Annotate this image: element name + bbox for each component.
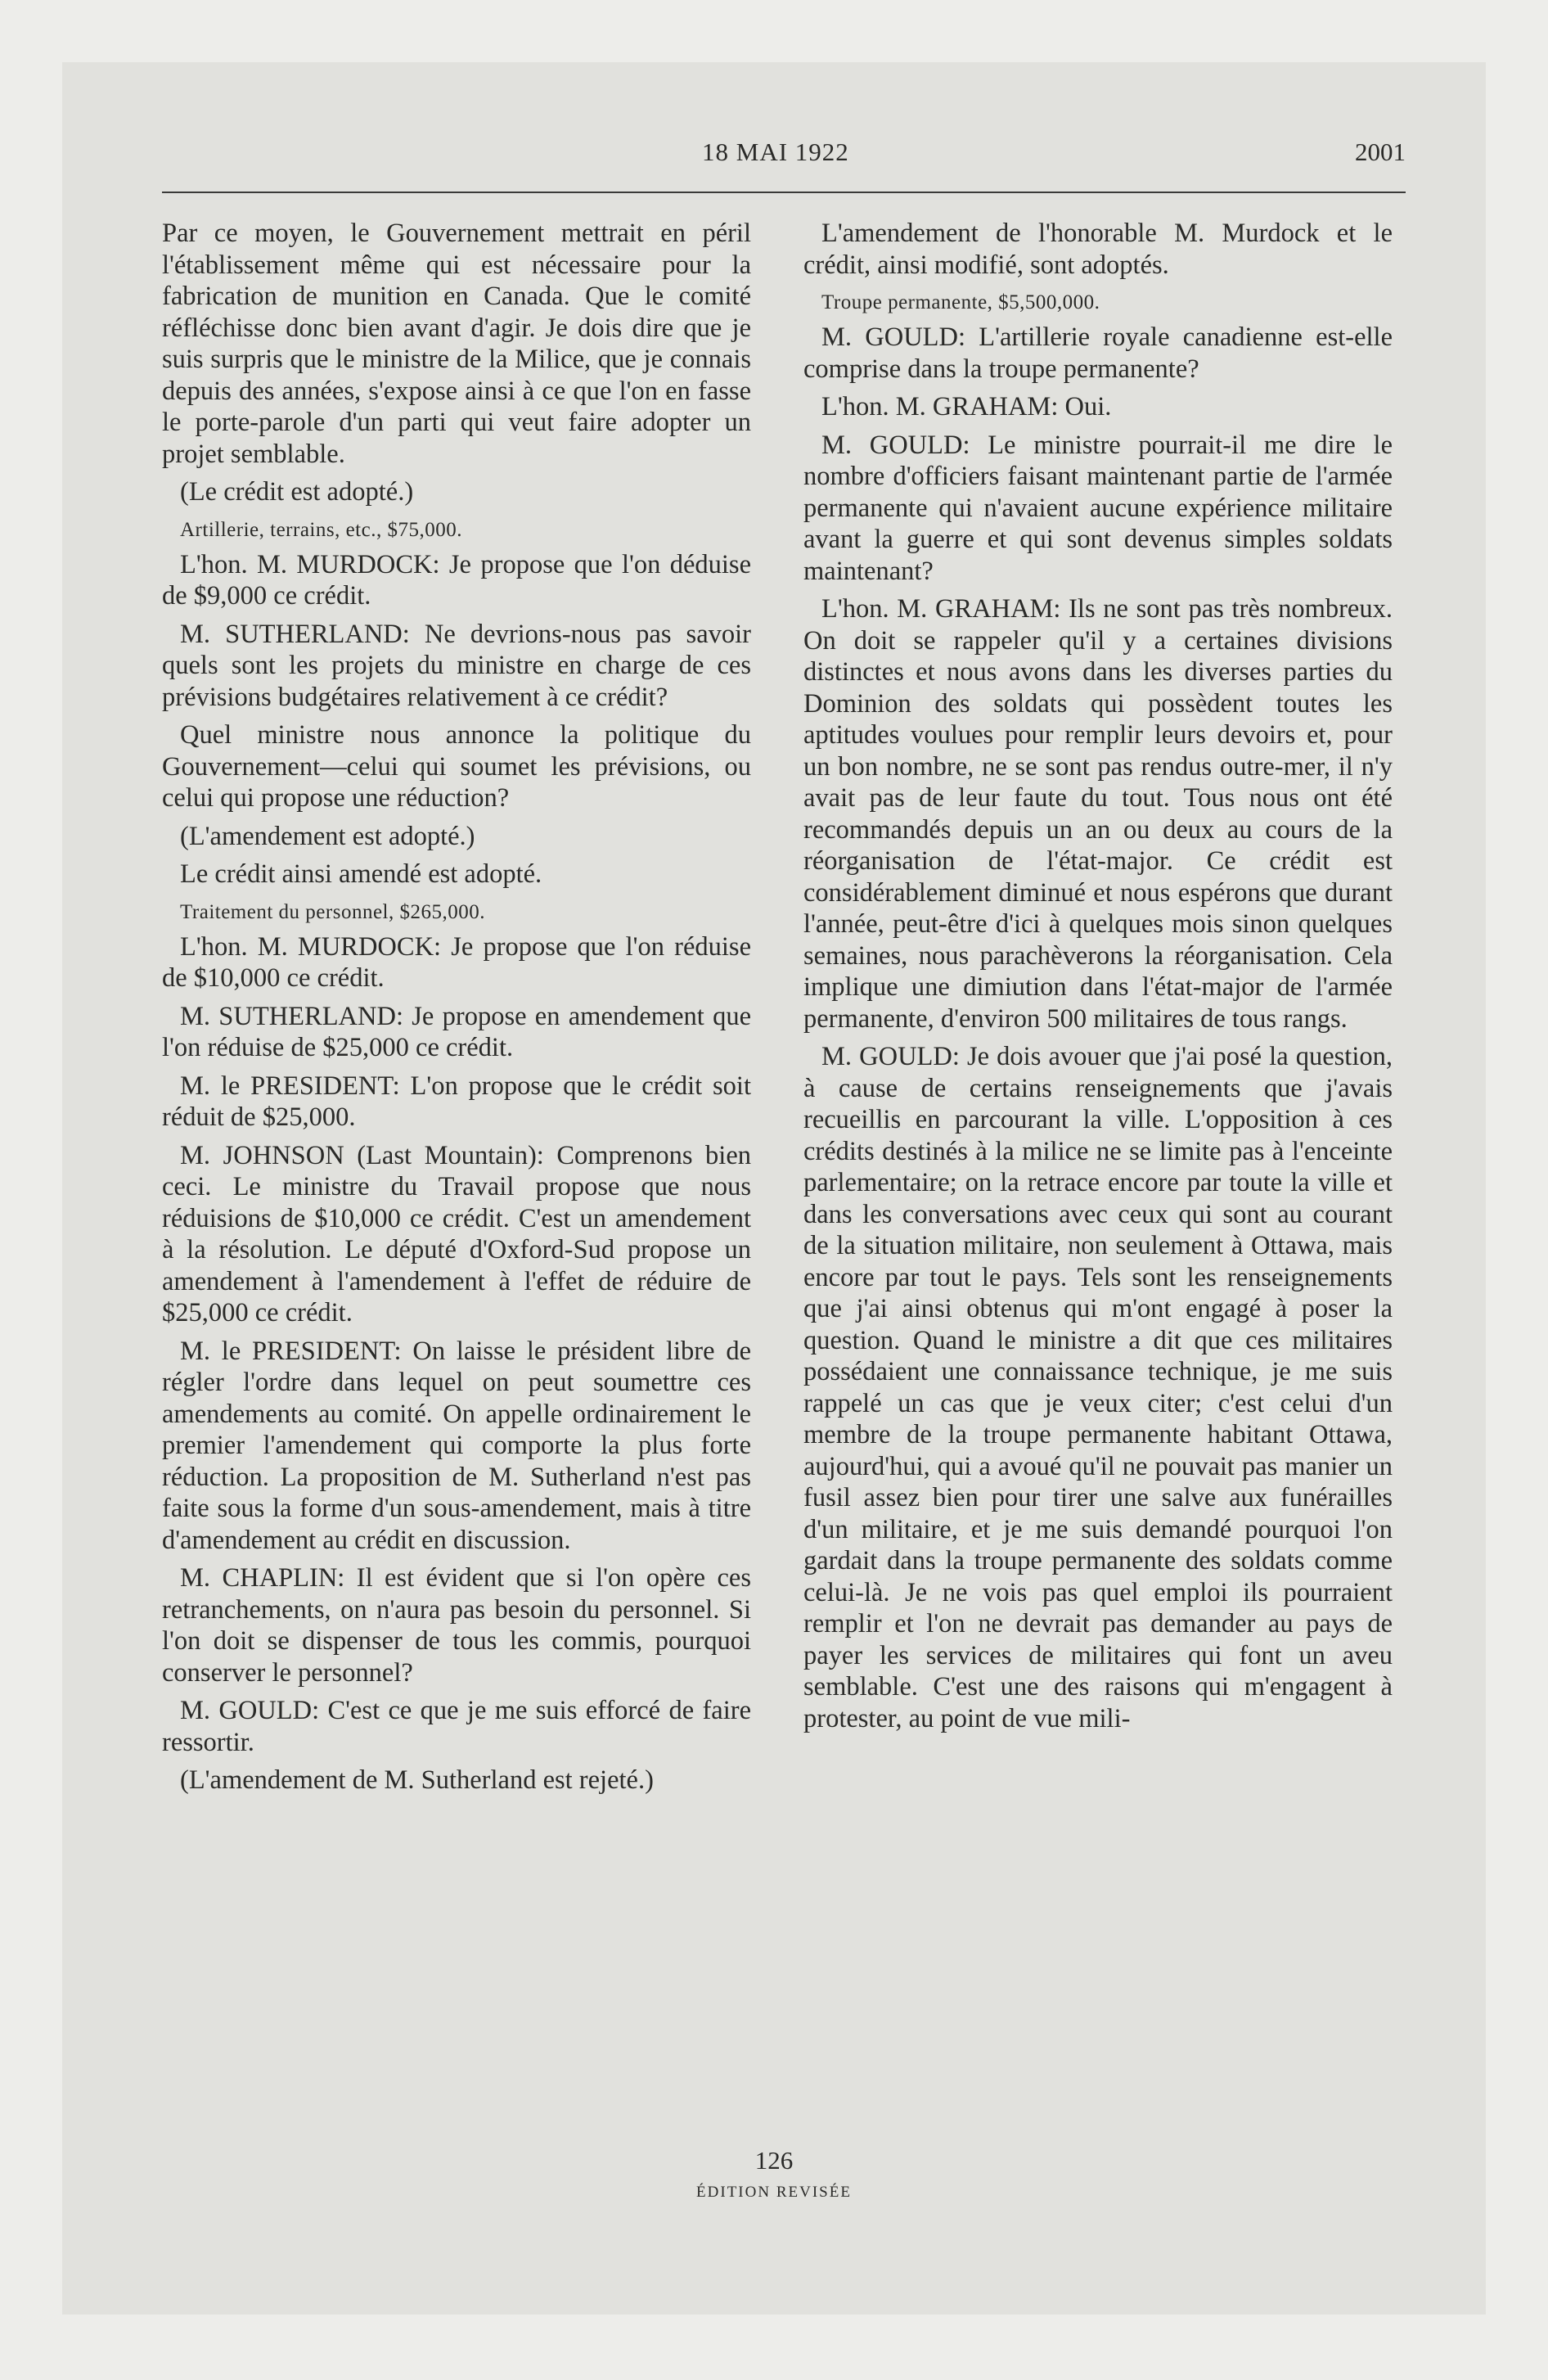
footer-edition: ÉDITION REVISÉE — [696, 2184, 852, 2201]
paragraph: M. GOULD: L'artillerie royale canadienne est-elle comprise dans la troupe permanente? — [803, 322, 1393, 384]
right-column — [803, 218, 1393, 1734]
paragraph: Par ce moyen, le Gouvernement mettrait en péril l'établissement même qui est nécessaire pour la fabrication de munition en Canada. Que le comité réfléchisse donc bien avant d'agir. Je dois dire que je suis surpris que le ministre de la Milice, que je connais depuis des années, s'expose ainsi à ce que l'on en fasse le porte-parole d'un parti qui veut faire adopter un projet semblable. — [162, 219, 751, 469]
estimate-item: Troupe permanente, $5,500,000. — [821, 291, 1100, 313]
paragraph: M. JOHNSON (Last Mountain): Comprenons bien ceci. Le ministre du Travail propose que nous réduisions de $10,000 ce crédit. C'est un amendement à la résolution. Le député d'Oxford-Sud propose un amendement à l'amendement à l'effet de réduire de $25,000 ce crédit. — [162, 1140, 751, 1327]
paragraph: Le crédit ainsi amendé est adopté. — [180, 859, 542, 889]
paragraph: M. SUTHERLAND: Je propose en amendement que l'on réduise de $25,000 ce crédit. — [162, 1001, 751, 1062]
paragraph: M. GOULD: C'est ce que je me suis efforcé de faire ressortir. — [162, 1696, 751, 1757]
paragraph: M. le PRESIDENT: L'on propose que le crédit soit réduit de $25,000. — [162, 1071, 751, 1132]
paragraph: L'hon. M. GRAHAM: Oui. — [821, 392, 1112, 421]
estimate-item: Artillerie, terrains, etc., $75,000. — [180, 518, 462, 541]
paragraph: (L'amendement de M. Sutherland est rejeté.) — [180, 1765, 654, 1795]
paragraph: M. GOULD: Le ministre pourrait-il me dire le nombre d'officiers faisant maintenant partie de l'armée permanente qui n'avaient aucune expérience militaire avant la guerre et qui sont devenus simples soldats maintenant? — [803, 430, 1393, 586]
paragraph: M. CHAPLIN: Il est évident que si l'on opère ces retranchements, on n'aura pas besoin du personnel. Si l'on doit se dispenser de tous les commis, pourquoi conserver le personnel? — [162, 1563, 751, 1688]
paragraph: L'hon. M. MURDOCK: Je propose que l'on réduise de $10,000 ce crédit. — [162, 931, 751, 993]
paragraph: M. GOULD: Je dois avouer que j'ai posé la question, à cause de certains renseignements que j'avais recueillis en parcourant la ville. L'opposition à ces crédits destinés à la milice ne se limite pas à l'enceinte parlementaire; on la retrace encore par toute la ville et dans les conversations avec ceux qui sont au courant de la situation militaire, non seulement à Ottawa, mais encore par tout le pays. Tels sont les renseignements que j'ai ainsi obtenus qui m'ont engagé à poser la question. Quand le ministre a dit que ces militaires possédaient une connaissance technique, je me suis rappelé un cas que je veux citer; c'est celui d'un membre de la troupe permanente habitant Ottawa, aujourd'hui, qui a avoué qu'il ne pouvait pas manier un fusil assez bien pour tirer une salve aux funérailles d'un militaire, et je me suis demandé pourquoi l'on gardait dans la troupe permanente des soldats comme celui-là. Je ne vois pas quel emploi ils pourraient remplir et l'on ne devrait pas demander au pays de payer les services de militaires qui font un aveu semblable. C'est une des raisons qui m'engagent à protester, au point de vue mili- — [803, 1042, 1393, 1733]
paragraph: M. SUTHERLAND: Ne devrions-nous pas savoir quels sont les projets du ministre en charge de ces prévisions budgétaires relativement à ce crédit? — [162, 619, 751, 712]
paragraph: M. le PRESIDENT: On laisse le président libre de régler l'ordre dans lequel on peut soumettre ces amendements au comité. On appelle ordinairement le premier l'amendement qui comporte la plus forte réduction. La proposition de M. Sutherland n'est pas faite sous la forme d'un sous-amendement, mais à titre d'amendement au crédit en discussion. — [162, 1336, 751, 1555]
page-header — [162, 137, 1406, 175]
paragraph: L'hon. M. GRAHAM: Ils ne sont pas très nombreux. On doit se rappeler qu'il y a certaines divisions distinctes et nous avons dans les diverses parties du Dominion des soldats qui possèdent toutes les aptitudes voulues pour remplir leurs devoirs et, pour un bon nombre, ne se sont pas rendus outre-mer, il n'y avait pas de leur faute du tout. Tous nous ont été recommandés depuis un an ou deux au cours de la réorganisation de l'état-major. Ce crédit est considérablement diminué et nous espérons que durant l'année, peut-être d'ici à quelques mois sinon quelques semaines, nous parachèverons la réorganisation. Cela implique une dimiution dans l'état-major de l'armée permanente, d'environ 500 militaires de tous rangs. — [803, 594, 1393, 1034]
header-rule — [162, 192, 1406, 193]
paragraph: L'hon. M. MURDOCK: Je propose que l'on déduise de $9,000 ce crédit. — [162, 549, 751, 611]
paragraph: (Le crédit est adopté.) — [180, 477, 414, 507]
header-page-number: 2001 — [1355, 137, 1406, 166]
header-date: 18 MAI 1922 — [702, 137, 849, 166]
estimate-item: Traitement du personnel, $265,000. — [180, 900, 485, 923]
paragraph: (L'amendement est adopté.) — [180, 821, 475, 851]
left-column — [162, 218, 751, 1796]
footer-sheet-number: 126 — [754, 2146, 794, 2175]
paragraph: Quel ministre nous annonce la politique du Gouvernement—celui qui soumet les prévisions, ou celui qui propose une réduction? — [162, 720, 751, 813]
paragraph: L'amendement de l'honorable M. Murdock et le crédit, ainsi modifié, sont adoptés. — [803, 219, 1393, 280]
